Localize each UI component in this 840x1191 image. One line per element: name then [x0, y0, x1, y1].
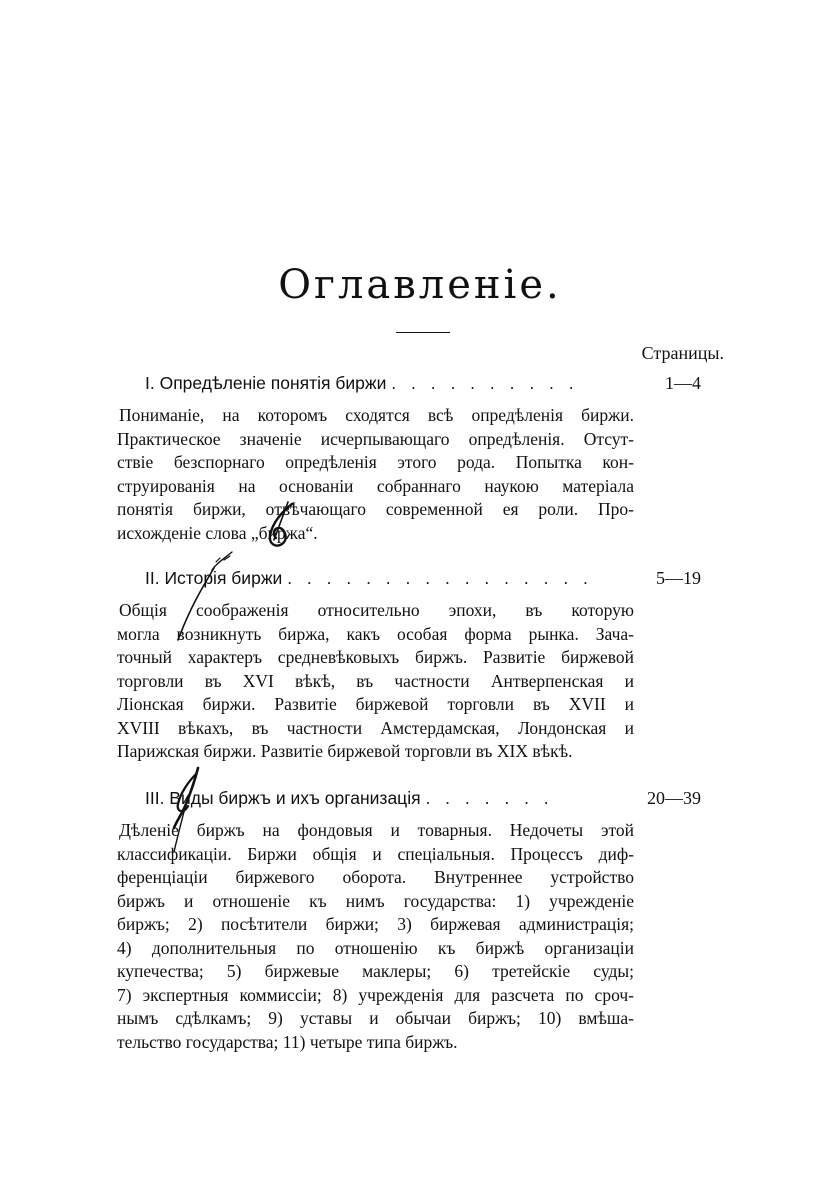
summary-line: 4) дополнительныя по отношенію къ биржѣ организаціи [117, 937, 634, 958]
summary-line: Пониманіе, на которомъ сходятся всѣ опредѣленія биржи. [119, 405, 634, 425]
toc-leader-dots: . . . . . . . . . . . . . . . . [287, 568, 593, 588]
toc-entry-pages: 20—39 [647, 788, 701, 808]
page-title: Оглавленіе. [278, 262, 562, 308]
toc-entry-title: II. Исторія биржи [145, 568, 283, 588]
toc-leader-dots: . . . . . . . [425, 788, 554, 808]
toc-section-1 [117, 370, 717, 545]
toc-entry-summary [117, 404, 634, 545]
summary-line: точный характеръ средневѣковыхъ биржъ. Развитіе биржевой [117, 647, 634, 667]
title-divider [396, 332, 450, 333]
summary-line: ференціаціи биржевого оборота. Внутреннее устройство [117, 867, 634, 887]
summary-line: струированія на основаніи собраннаго наукою матеріала [117, 475, 634, 496]
summary-line: Парижская биржи. Развитіе биржевой торговли въ XIX вѣкѣ. [117, 741, 573, 761]
summary-line: 7) экспертныя коммиссіи; 8) учрежденія для разсчета по сроч- [117, 984, 634, 1005]
summary-line: исхожденіе слова „биржа“. [117, 522, 318, 543]
summary-line: купечества; 5) биржевые маклеры; 6) третейскіе суды; [117, 961, 634, 981]
toc-entry-heading[interactable] [117, 565, 717, 591]
summary-line: могла возникнуть биржа, какъ особая форма рынка. Зача- [117, 623, 634, 644]
toc-entry-heading[interactable] [117, 370, 717, 396]
toc-entry-summary [117, 599, 634, 764]
summary-line: XVIII вѣкахъ, въ частности Амстердамская, Лондонская и [117, 717, 634, 738]
toc-section-3 [117, 785, 717, 1054]
toc-entry-title: III. Виды биржъ и ихъ организація [145, 788, 421, 808]
toc-leader-dots: . . . . . . . . . . [391, 373, 579, 393]
pages-column-header: Страницы. [641, 343, 724, 363]
summary-line: Ліонская биржи. Развитіе биржевой торговли въ XVII и [117, 694, 634, 714]
toc-entry-pages: 1—4 [665, 373, 701, 393]
toc-entry-heading[interactable] [117, 785, 717, 811]
summary-line: биржъ и отношеніе къ нимъ государства: 1) учрежденіе [117, 890, 634, 911]
summary-line: Практическое значеніе исчерпывающаго опредѣленія. Отсут- [117, 428, 634, 449]
toc-entry-pages: 5—19 [656, 568, 701, 588]
summary-line: тельство государства; 11) четыре типа биржъ. [117, 1031, 458, 1052]
summary-line: биржъ; 2) посѣтители биржи; 3) биржевая администрація; [117, 914, 634, 934]
toc-entry-summary [117, 819, 634, 1054]
summary-line: ствіе безспорнаго опредѣленія этого рода. Попытка кон- [117, 452, 634, 472]
toc-entry-title: I. Опредѣленіе понятія биржи [145, 373, 387, 393]
toc-section-2 [117, 565, 717, 764]
summary-line: классификаціи. Биржи общія и спеціальныя. Процессъ диф- [117, 843, 634, 864]
summary-line: торговли въ XVI вѣкѣ, въ частности Антверпенская и [117, 670, 634, 691]
summary-line: Дѣленіе биржъ на фондовыя и товарныя. Недочеты этой [119, 820, 634, 840]
summary-line: нымъ сдѣлкамъ; 9) уставы и обычаи биржъ; 10) вмѣша- [117, 1008, 634, 1028]
summary-line: Общія соображенія относительно эпохи, въ которую [119, 600, 634, 620]
summary-line: понятія биржи, отвѣчающаго современной ея роли. Про- [117, 499, 634, 519]
